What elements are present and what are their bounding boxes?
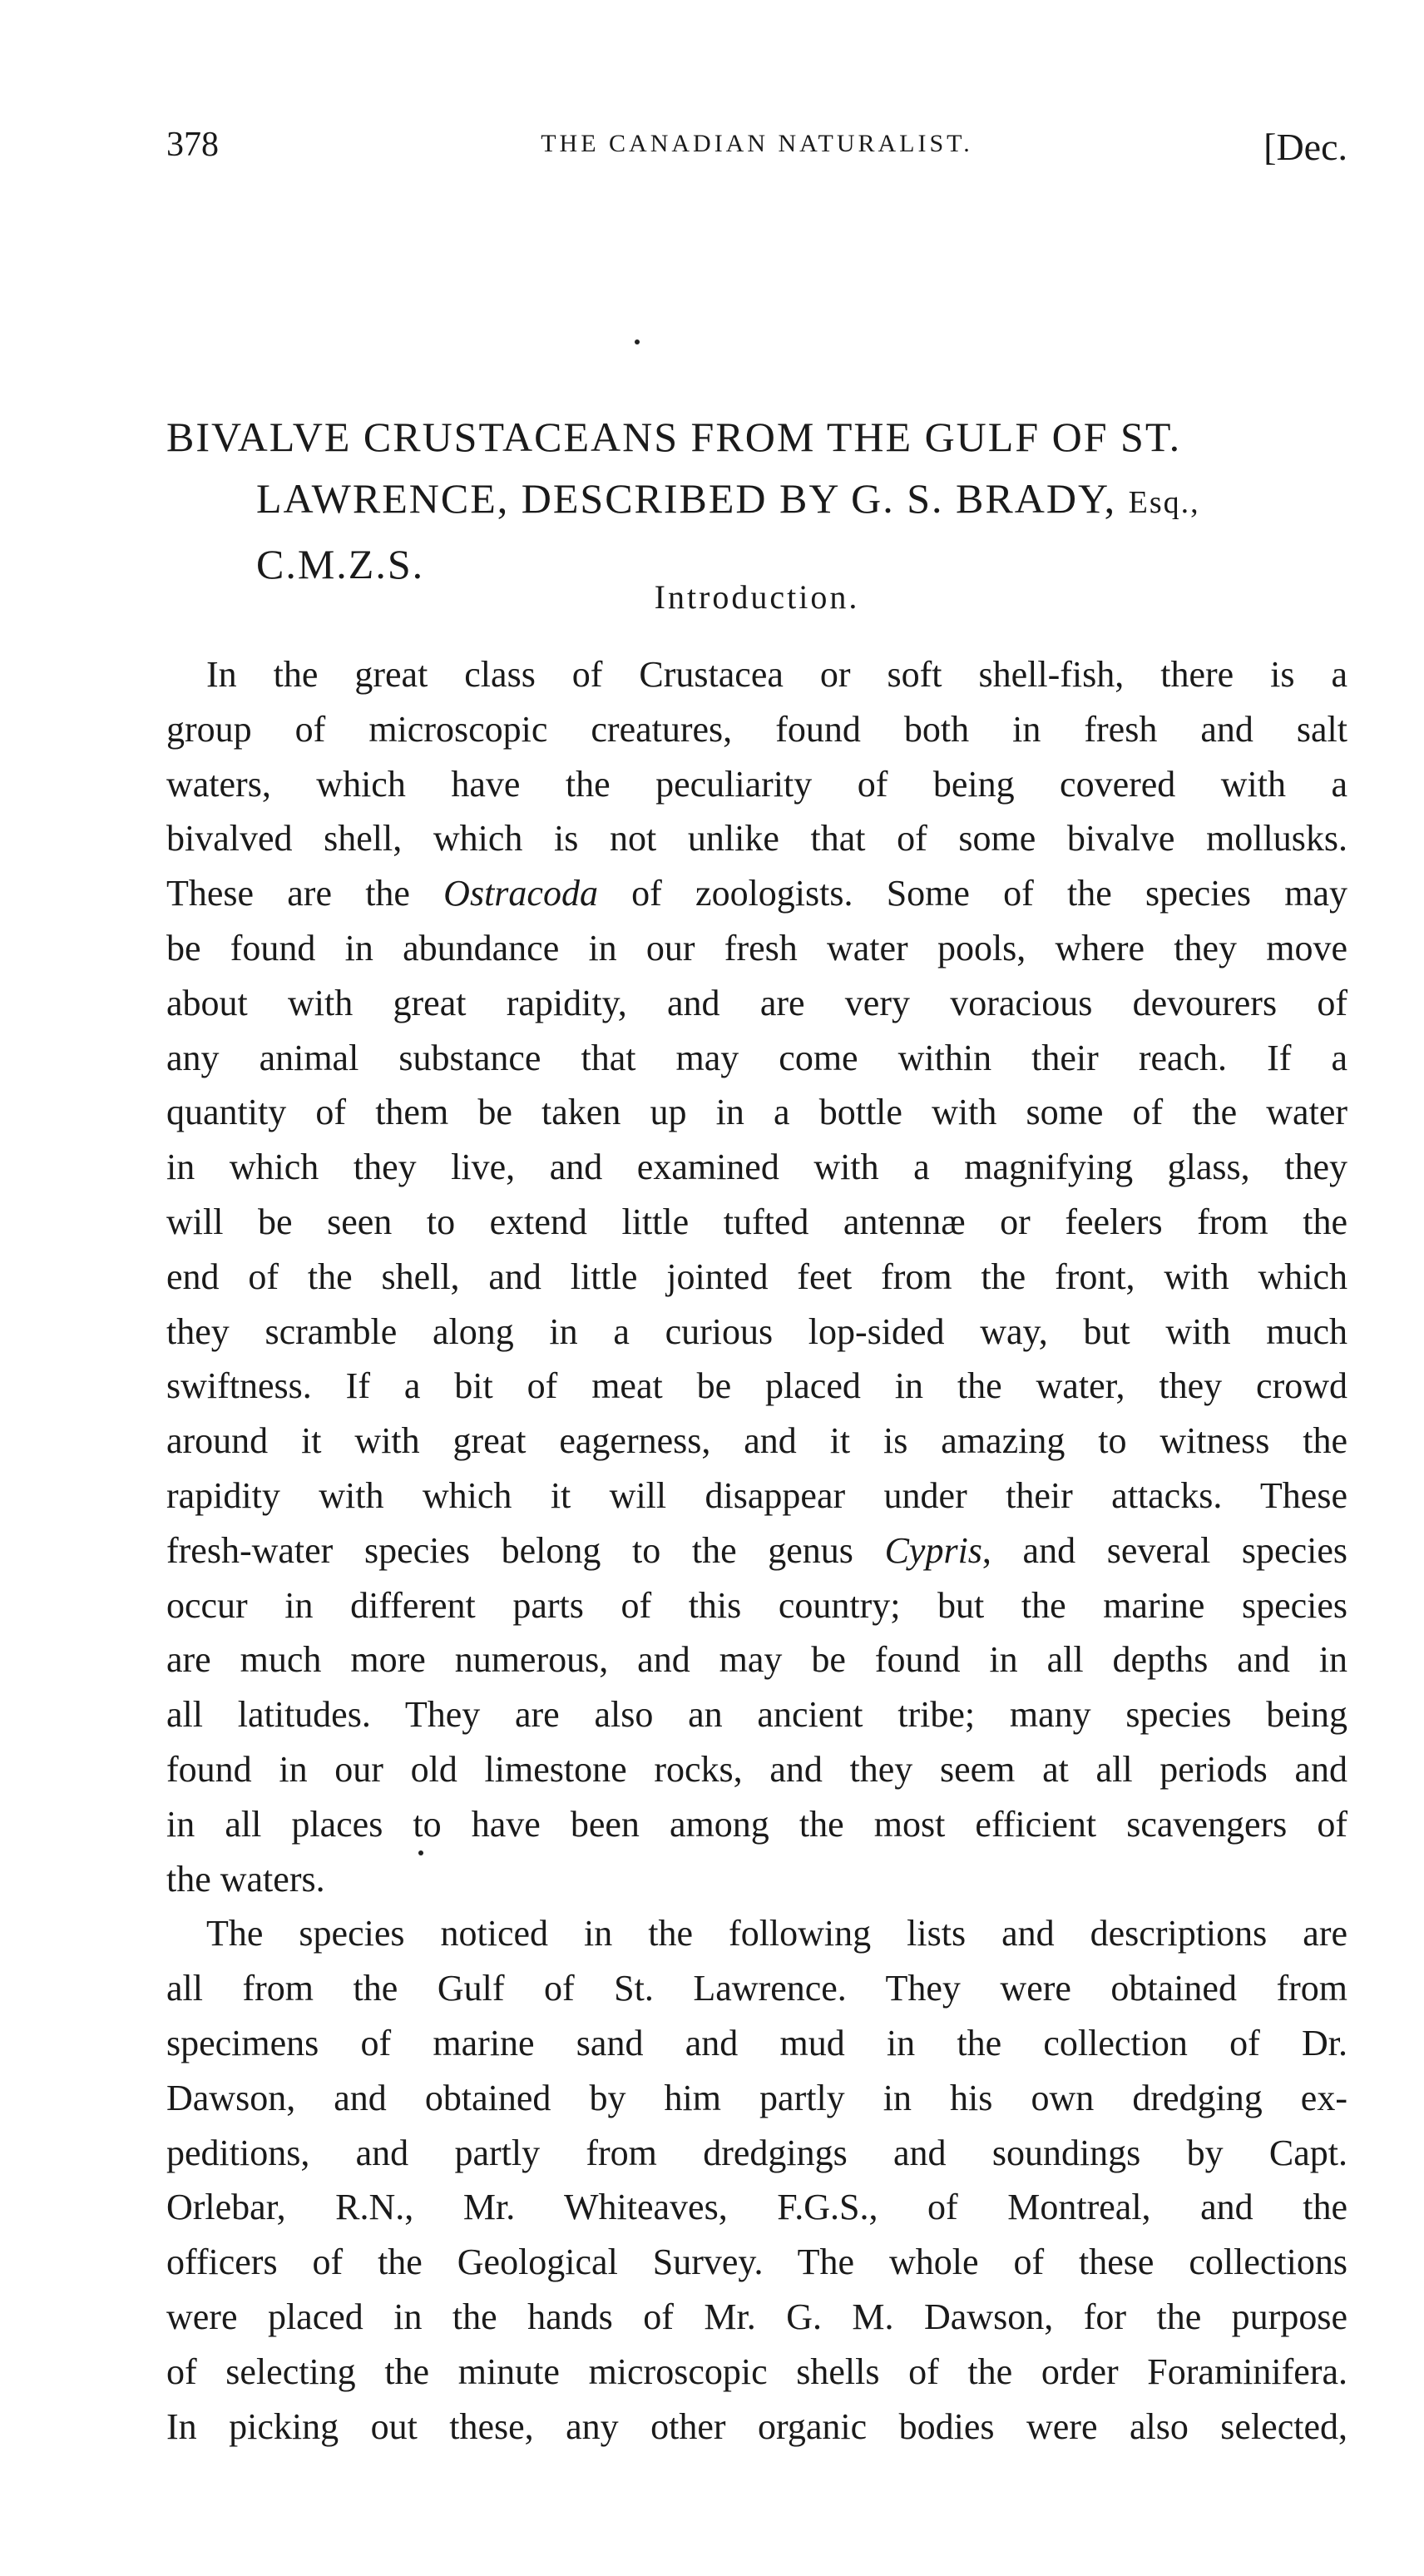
text-line: end of the shell, and little jointed feet from the front, with which [166,1256,1347,1297]
text-run: , and several species [981,1529,1347,1571]
text-line: any animal substance that may come within their reach. If a [166,1037,1347,1078]
article-title [166,406,1347,595]
text-line: the waters. [166,1858,325,1900]
text-line [166,866,1347,921]
text-line: all latitudes. They are also an ancient tribe; many species being [166,1694,1347,1736]
text-line: officers of the Geological Survey. The whole of these collections [166,2242,1347,2283]
text-line: found in our old limestone rocks, and they seem at all periods and [166,1748,1347,1790]
text-line [166,1523,1347,1578]
text-line: occur in different parts of this country; but the marine species [166,1584,1347,1626]
text-line: In picking out these, any other organic bodies were also selected, [166,2405,1347,2447]
paragraph [166,1906,1347,2454]
text-line: in all places to have been among the most efficient scavengers of [166,1803,1347,1845]
text-line: around it with great eagerness, and it is amazing to witness the [166,1420,1347,1462]
text-line: are much more numerous, and may be found in all depths and in [166,1639,1347,1681]
text-line: of selecting the minute microscopic shells of the order Foraminifera. [166,2351,1347,2392]
text-line: rapidity with which it will disappear under their attacks. These [166,1474,1347,1516]
text-line: they scramble along in a curious lop-sided way, but with much [166,1310,1347,1352]
text-line: quantity of them be taken up in a bottle with some of the water [166,1092,1347,1133]
text-line: be found in abundance in our fresh water pools, where they move [166,927,1347,968]
text-line: specimens of marine sand and mud in the collection of Dr. [166,2022,1347,2063]
title-line: C.M.Z.S. [256,541,425,587]
section-mark: [Dec. [1263,126,1347,168]
text-line: were placed in the hands of Mr. G. M. Dawson, for the purpose [166,2296,1347,2337]
text-run: These are the [166,873,444,914]
title-text: LAWRENCE, DESCRIBED BY G. S. BRADY, [256,475,1129,522]
text-line: The species noticed in the following lists and descriptions are [206,1913,1347,1954]
taxon-name: Ostracoda [443,873,598,914]
text-line: group of microscopic creatures, found both in fresh and salt [166,708,1347,750]
title-honorific: Esq., [1128,485,1200,520]
journal-title: THE CANADIAN NATURALIST. [541,130,973,157]
article-body [166,647,1347,2454]
text-line: Dawson, and obtained by him partly in his own dredging ex- [166,2077,1347,2118]
section-heading: Introduction. [654,578,860,616]
page-number: 378 [166,126,219,164]
title-line: BIVALVE CRUSTACEANS FROM THE GULF OF ST. [166,414,1182,460]
text-line: swiftness. If a bit of meat be placed in the water, they crowd [166,1365,1347,1407]
text-line: about with great rapidity, and are very voracious devourers of [166,982,1347,1023]
text-line: Orlebar, R.N., Mr. Whiteaves, F.G.S., of Montreal, and the [166,2187,1347,2228]
text-line: waters, which have the peculiarity of being covered with a [166,763,1347,805]
text-line: will be seen to extend little tufted antennæ or feelers from the [166,1201,1347,1242]
text-line: In the great class of Crustacea or soft shell-fish, there is a [206,654,1347,695]
text-run: fresh-water species belong to the genus [166,1529,885,1571]
text-line: in which they live, and examined with a magnifying glass, they [166,1147,1347,1188]
running-head [166,125,1347,175]
taxon-name: Cypris [884,1529,982,1571]
text-line: bivalved shell, which is not unlike that of some bivalve mollusks. [166,818,1347,859]
title-line [166,468,1347,533]
text-line: all from the Gulf of St. Lawrence. They were obtained from [166,1968,1347,2009]
paragraph [166,647,1347,1906]
text-line: peditions, and partly from dredgings and soundings by Capt. [166,2132,1347,2173]
text-run: of zoologists. Some of the species may [597,873,1347,914]
print-speck [635,339,640,344]
